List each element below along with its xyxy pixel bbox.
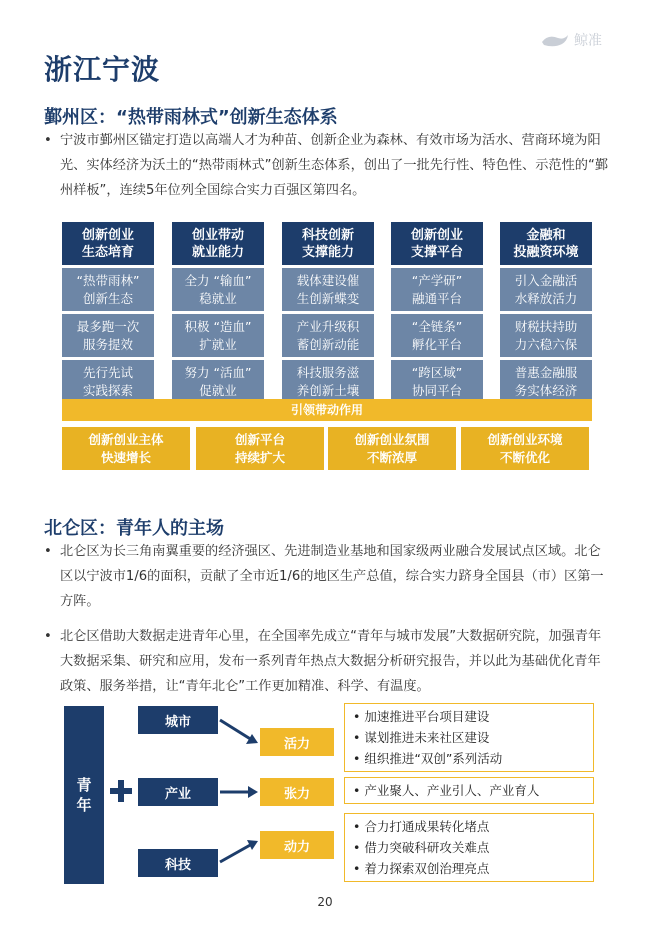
- outcome-box: 创新平台 持续扩大: [196, 427, 324, 470]
- youth-text: 青 年: [76, 776, 92, 814]
- driver-box: 产业: [138, 778, 218, 806]
- outcome-box: 创新创业环境 不断优化: [461, 427, 589, 470]
- action-list: [344, 813, 594, 882]
- grid-cell: 积极 “造血” 扩就业: [172, 314, 264, 357]
- action-list: [344, 777, 594, 804]
- action-item: • 产业聚人、产业引人、产业育人: [353, 783, 540, 798]
- grid-cell: “跨区域” 协同平台: [391, 360, 483, 403]
- paragraph-text: 北仑区借助大数据走进青年心里，在全国率先成立“青年与城市发展”大数据研究院，加强青年大数据采集、研究和应用，发布一系列青年热点大数据分析研究报告，并以此为基础优化青年政策、服务举措，让“青年北仑”工作更加精准、科学、有温度。: [60, 629, 602, 694]
- arrow-industry: [220, 786, 258, 798]
- outcome-tag: 活力: [260, 728, 334, 756]
- grid-column-head: 金融和 投融资环境: [500, 222, 592, 265]
- grid-cell: 全力 “输血” 稳就业: [172, 268, 264, 311]
- action-list: [344, 703, 594, 772]
- bullet: •: [44, 544, 52, 559]
- action-item: • 谋划推进未来社区建设: [353, 730, 490, 745]
- grid-cell: “热带雨林” 创新生态: [62, 268, 154, 311]
- section-heading-yinzhou: 鄞州区：“热带雨林式”创新生态体系: [44, 107, 338, 128]
- logo-text: 鲸准: [574, 33, 602, 49]
- grid-cell: “产学研” 融通平台: [391, 268, 483, 311]
- grid-cell: 努力 “活血” 促就业: [172, 360, 264, 403]
- grid-cell: “全链条” 孵化平台: [391, 314, 483, 357]
- grid-column-head: 科技创新 支撑能力: [282, 222, 374, 265]
- outcome-box: 创新创业氛围 不断浓厚: [328, 427, 456, 470]
- arrow-tech: [220, 840, 258, 862]
- grid-column-head: 创新创业 支撑平台: [391, 222, 483, 265]
- page-title: 浙江宁波: [44, 53, 161, 86]
- outcome-tag: 张力: [260, 778, 334, 806]
- driver-box: 城市: [138, 706, 218, 734]
- grid-column-head: 创新创业 生态培育: [62, 222, 154, 265]
- grid-cell: 产业升级积 蓄创新动能: [282, 314, 374, 357]
- bullet: •: [44, 629, 52, 644]
- paragraph-text: 北仑区为长三角南翼重要的经济强区、先进制造业基地和国家级两业融合发展试点区域。北仑区以宁波市1/6的面积，贡献了全市近1/6的地区生产总值，综合实力跻身全国县（市）区第一方阵。: [60, 544, 604, 609]
- grid-cell: 先行先试 实践探索: [62, 360, 154, 403]
- action-item: • 借力突破科研攻关难点: [353, 840, 490, 855]
- grid-cell: 科技服务滋 养创新土壤: [282, 360, 374, 403]
- section-heading-beilun: 北仑区：青年人的主场: [44, 518, 224, 539]
- grid-cell: 最多跑一次 服务提效: [62, 314, 154, 357]
- page-number: 20: [317, 895, 333, 909]
- bullet: •: [44, 133, 52, 148]
- grid-cell: 载体建设催 生创新蝶变: [282, 268, 374, 311]
- outcome-box: 创新创业主体 快速增长: [62, 427, 190, 470]
- action-item: • 组织推进“双创”系列活动: [353, 751, 503, 766]
- driver-box: 科技: [138, 849, 218, 877]
- arrow-city: [220, 720, 258, 744]
- grid-cell: 财税扶持助 力六稳六保: [500, 314, 592, 357]
- grid-cell: 普惠金融服 务实体经济: [500, 360, 592, 403]
- outcome-tag: 动力: [260, 831, 334, 859]
- action-item: • 加速推进平台项目建设: [353, 709, 490, 724]
- action-item: • 着力探索双创治理亮点: [353, 861, 490, 876]
- action-item: • 合力打通成果转化堵点: [353, 819, 490, 834]
- lead-bar: 引领带动作用: [62, 399, 592, 421]
- grid-cell: 引入金融活 水释放活力: [500, 268, 592, 311]
- grid-column-head: 创业带动 就业能力: [172, 222, 264, 265]
- paragraph-text: 宁波市鄞州区锚定打造以高端人才为种苗、创新企业为森林、有效市场为活水、营商环境为阳光、实体经济为沃土的“热带雨林式”创新生态体系，创出了一批先行性、特色性、示范性的“鄞州样板”，连续5年位列全国综合实力百强区第四名。: [60, 133, 608, 198]
